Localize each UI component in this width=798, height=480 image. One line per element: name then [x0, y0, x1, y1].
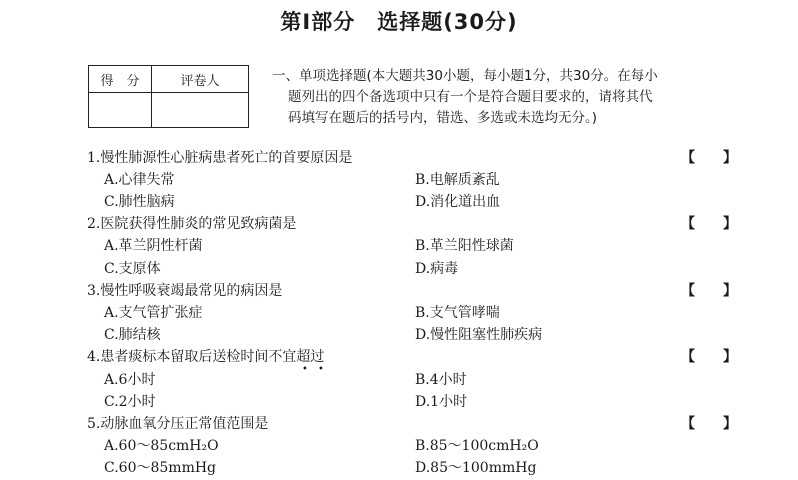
option-a: A.60～85cmH₂O: [104, 438, 219, 454]
instructions: [272, 66, 772, 129]
option-a: A.革兰阴性杆菌: [104, 238, 203, 254]
option-d: D.消化道出血: [415, 194, 501, 210]
question-stem: 5.动脉血氧分压正常值范围是: [87, 416, 269, 432]
question-stem: 3.慢性呼吸衰竭最常见的病因是: [87, 283, 283, 299]
option-c: C.肺性脑病: [104, 194, 175, 210]
bracket-right: 】: [723, 416, 737, 432]
bracket-right: 】: [723, 349, 737, 365]
section-title: 第Ⅰ部分 选择题(30分): [280, 10, 518, 34]
answer-bracket[interactable]: [681, 346, 737, 366]
score-label: 得 分: [89, 66, 152, 93]
instruction-line: 码填写在题后的括号内，错选、多选或未选均无分。): [288, 110, 598, 126]
instruction-line: 题列出的四个备选项中只有一个是符合题目要求的，请将其代: [288, 89, 653, 105]
option-b: B.支气管哮喘: [415, 305, 500, 321]
bracket-left: 【: [681, 216, 695, 232]
option-d: D.1小时: [415, 394, 468, 410]
bracket-left: 【: [681, 416, 695, 432]
emphasis-dot: •: [318, 364, 324, 375]
bracket-right: 】: [723, 150, 737, 166]
option-c: C.支原体: [104, 261, 161, 277]
option-d: D.85～100mmHg: [415, 460, 537, 476]
option-c: C.肺结核: [104, 327, 161, 343]
option-b: B.85～100cmH₂O: [415, 438, 539, 454]
option-b: B.4小时: [415, 372, 467, 388]
option-b: B.电解质紊乱: [415, 172, 500, 188]
reviewer-cell[interactable]: [152, 93, 249, 128]
option-a: A.支气管扩张症: [104, 305, 203, 321]
option-a: A.心律失常: [104, 172, 175, 188]
question-stem: 1.慢性肺源性心脏病患者死亡的首要原因是: [87, 150, 353, 166]
bracket-left: 【: [681, 349, 695, 365]
option-c: C.60～85mmHg: [104, 460, 217, 476]
option-d: D.慢性阻塞性肺疾病: [415, 327, 543, 343]
answer-bracket[interactable]: [681, 213, 737, 233]
instruction-line: 一、单项选择题(本大题共30小题，每小题1分，共30分。在每小: [272, 68, 658, 84]
option-b: B.革兰阳性球菌: [415, 238, 514, 254]
bracket-right: 】: [723, 283, 737, 299]
bracket-left: 【: [681, 283, 695, 299]
option-d: D.病毒: [415, 261, 459, 277]
score-table: [88, 65, 249, 128]
option-a: A.6小时: [104, 372, 156, 388]
answer-bracket[interactable]: [681, 413, 737, 433]
answer-bracket[interactable]: [681, 147, 737, 167]
emphasis-dot: •: [302, 364, 308, 375]
question-stem: 2.医院获得性肺炎的常见致病菌是: [87, 216, 297, 232]
reviewer-label: 评卷人: [152, 66, 249, 93]
question-stem: 4.患者痰标本留取后送检时间不宜超过: [87, 349, 325, 365]
answer-bracket[interactable]: [681, 280, 737, 300]
score-cell[interactable]: [89, 93, 152, 128]
bracket-right: 】: [723, 216, 737, 232]
option-c: C.2小时: [104, 394, 156, 410]
bracket-left: 【: [681, 150, 695, 166]
